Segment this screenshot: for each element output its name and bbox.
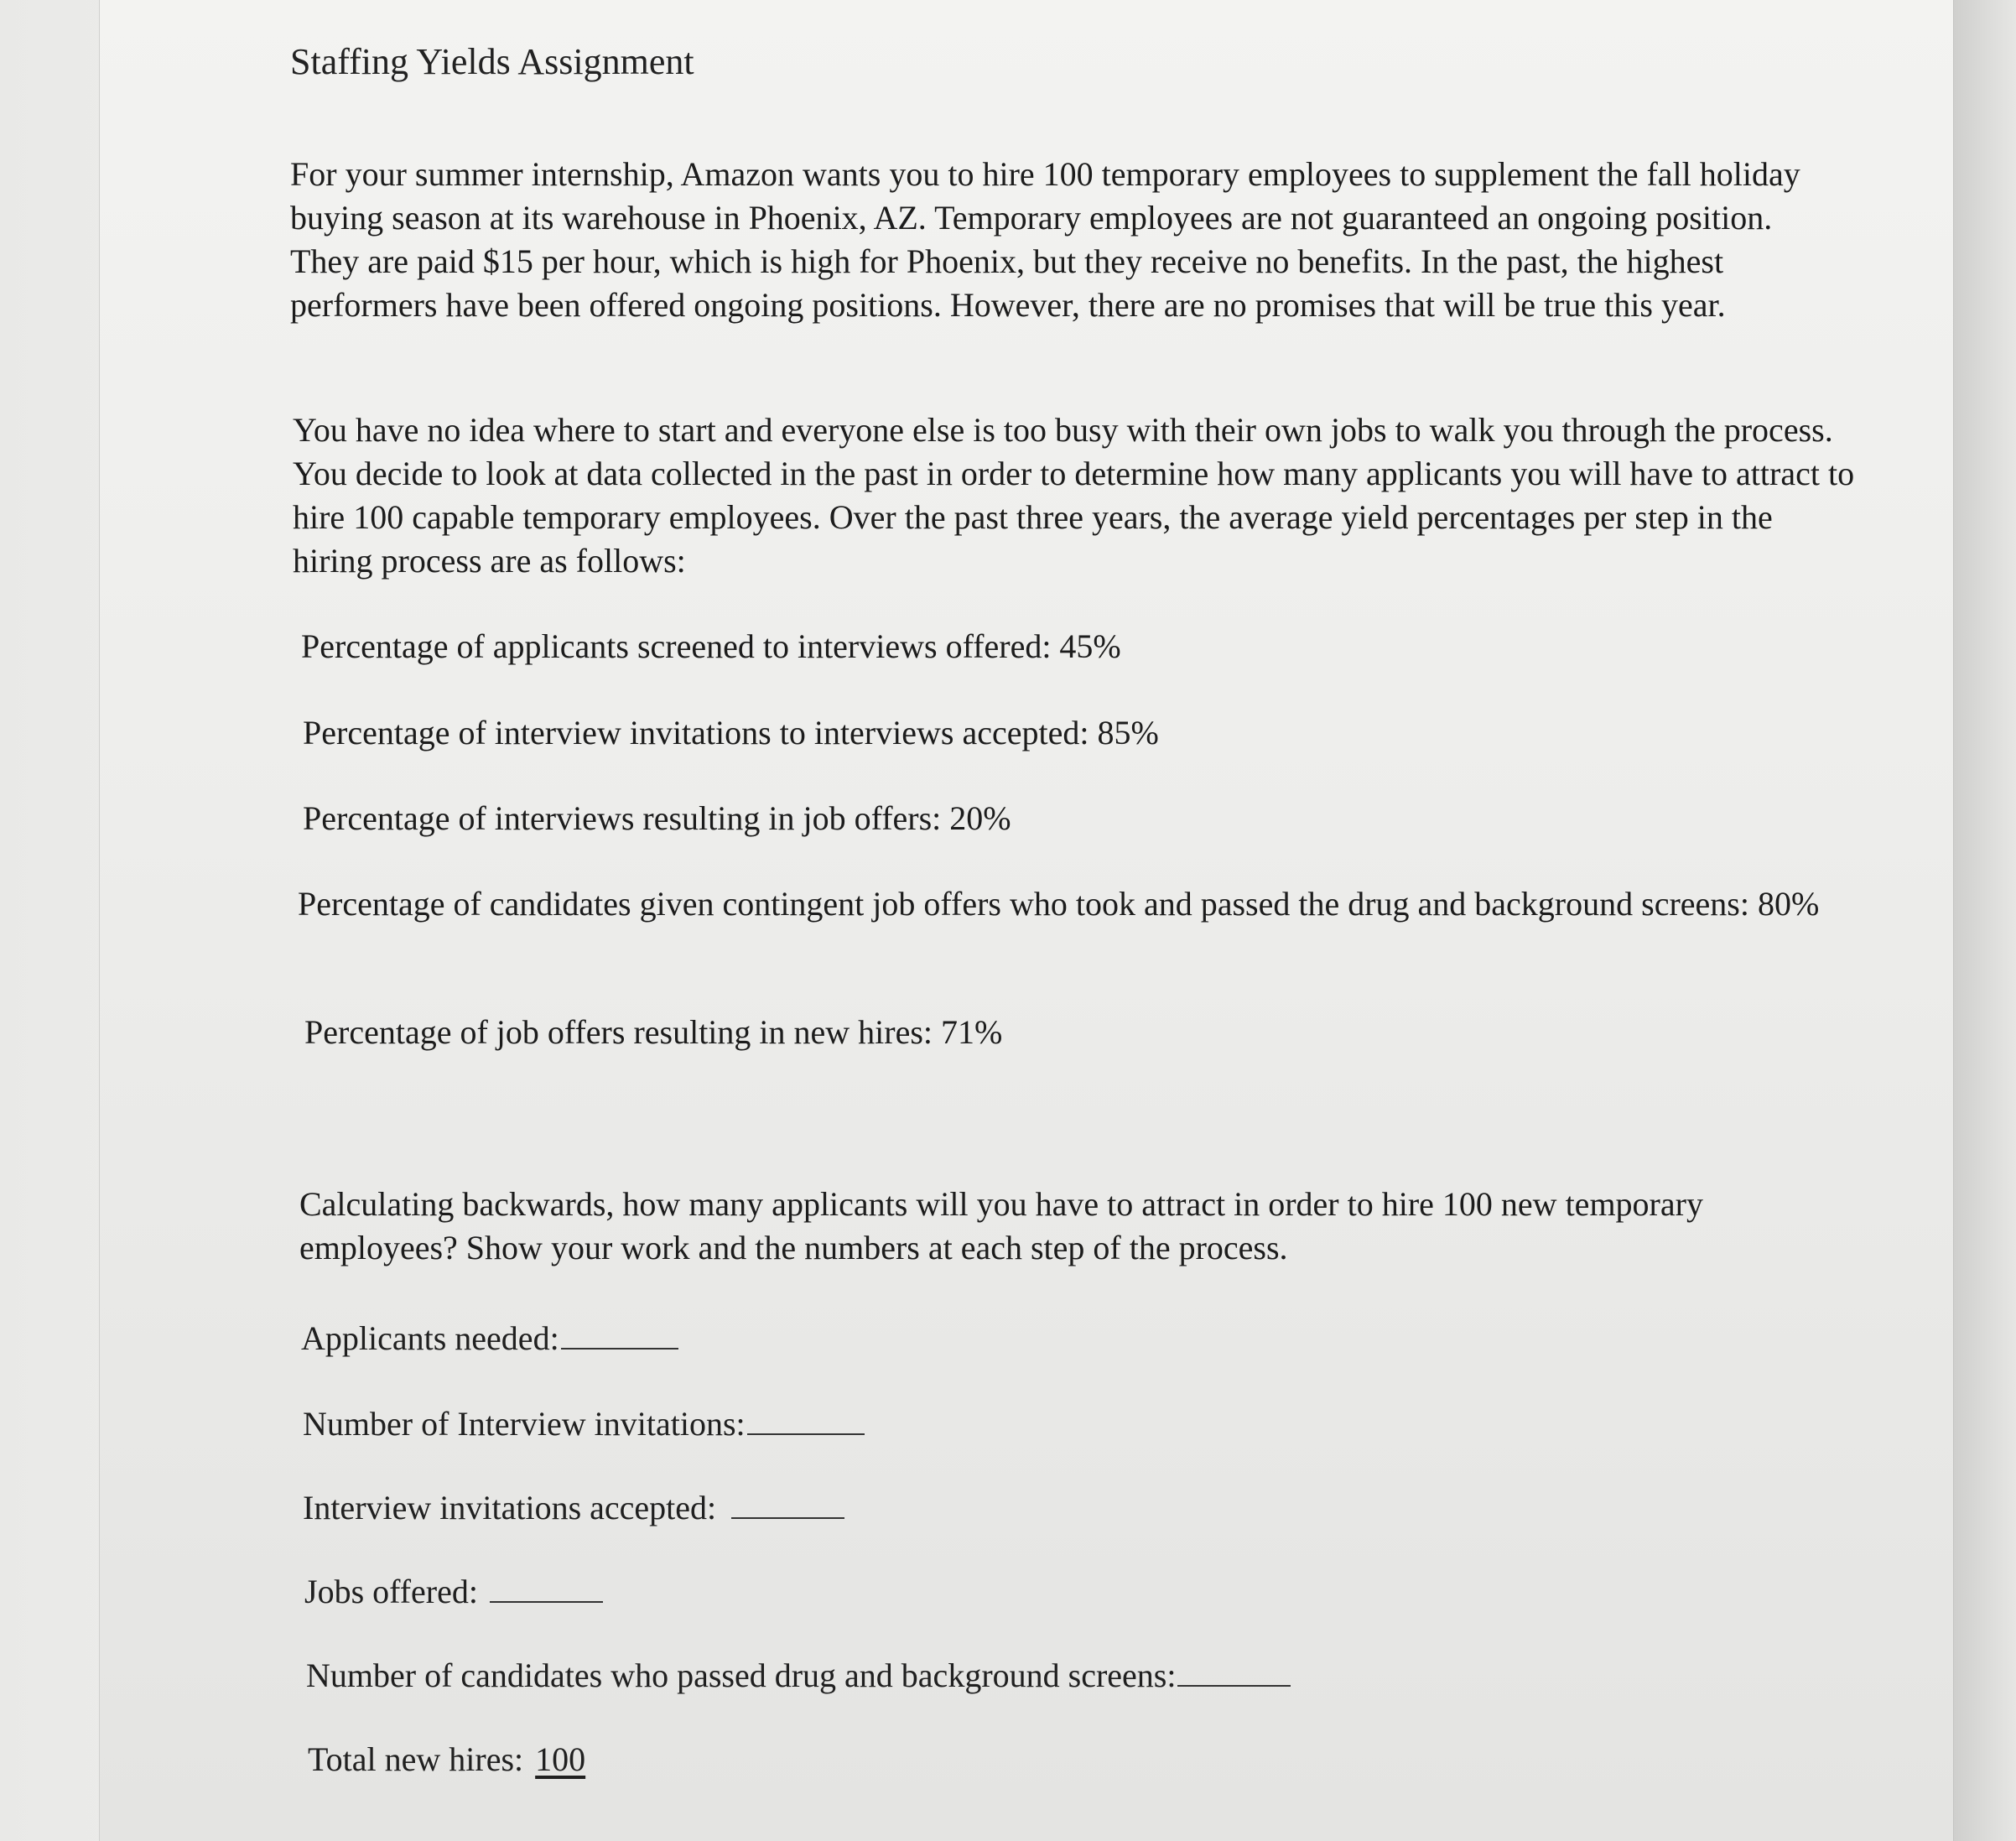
answer-label: Number of candidates who passed drug and background screens: [306, 1656, 1177, 1694]
yield-item: Percentage of candidates given contingent job offers who took and passed the drug and background screens: 80% [298, 885, 1820, 923]
answer-blank[interactable] [731, 1492, 844, 1519]
answer-label: Number of Interview invitations: [303, 1405, 746, 1443]
answer-blank[interactable] [490, 1576, 603, 1603]
answer-blank[interactable] [561, 1323, 678, 1350]
context-paragraph: You have no idea where to start and everyone else is too busy with their own jobs to walk you through the process. You decide to look at data collected in the past in order to determine how many applicants you will have to attract to hire 100 capable temporary employees. Over the past three years, the average yield percentages per step in the hiring process are as follows: [293, 411, 1855, 580]
answer-line-applicants [301, 1317, 678, 1360]
answer-line-screens-passed [306, 1654, 1291, 1698]
answer-line-total-new-hires [308, 1738, 585, 1781]
answer-line-invitations-accepted [303, 1486, 844, 1530]
total-value: 100 [535, 1740, 586, 1778]
yield-item: Percentage of interviews resulting in job offers: 20% [303, 799, 1011, 837]
answer-blank[interactable] [1177, 1660, 1291, 1687]
answer-blank[interactable] [747, 1408, 865, 1435]
document-page [99, 0, 1955, 1841]
answer-line-interview-invitations [303, 1402, 865, 1446]
document-title: Staffing Yields Assignment [290, 41, 694, 82]
yield-item: Percentage of applicants screened to interviews offered: 45% [301, 627, 1121, 665]
question-paragraph: Calculating backwards, how many applicants will you have to attract in order to hire 100 new temporary employees? Show your work and the numbers at each step of the process. [299, 1185, 1703, 1266]
intro-paragraph: For your summer internship, Amazon wants you to hire 100 temporary employees to supplement the fall holiday buying season at its warehouse in Phoenix, AZ. Temporary employees are not guaranteed an ongoing position. They are paid $15 per hour, which is high for Phoenix, but they receive no benefits. In the past, the highest performers have been offered ongoing positions. However, there are no promises that will be true this year. [290, 155, 1800, 324]
answer-label: Applicants needed: [301, 1319, 559, 1357]
answer-line-jobs-offered [304, 1570, 603, 1614]
yield-item: Percentage of job offers resulting in new hires: 71% [304, 1013, 1003, 1051]
answer-label: Interview invitations accepted: [303, 1489, 717, 1526]
total-label: Total new hires: [308, 1740, 524, 1778]
yield-item: Percentage of interview invitations to interviews accepted: 85% [303, 714, 1159, 751]
screen-edge [1954, 0, 2016, 1841]
answer-label: Jobs offered: [304, 1573, 478, 1610]
